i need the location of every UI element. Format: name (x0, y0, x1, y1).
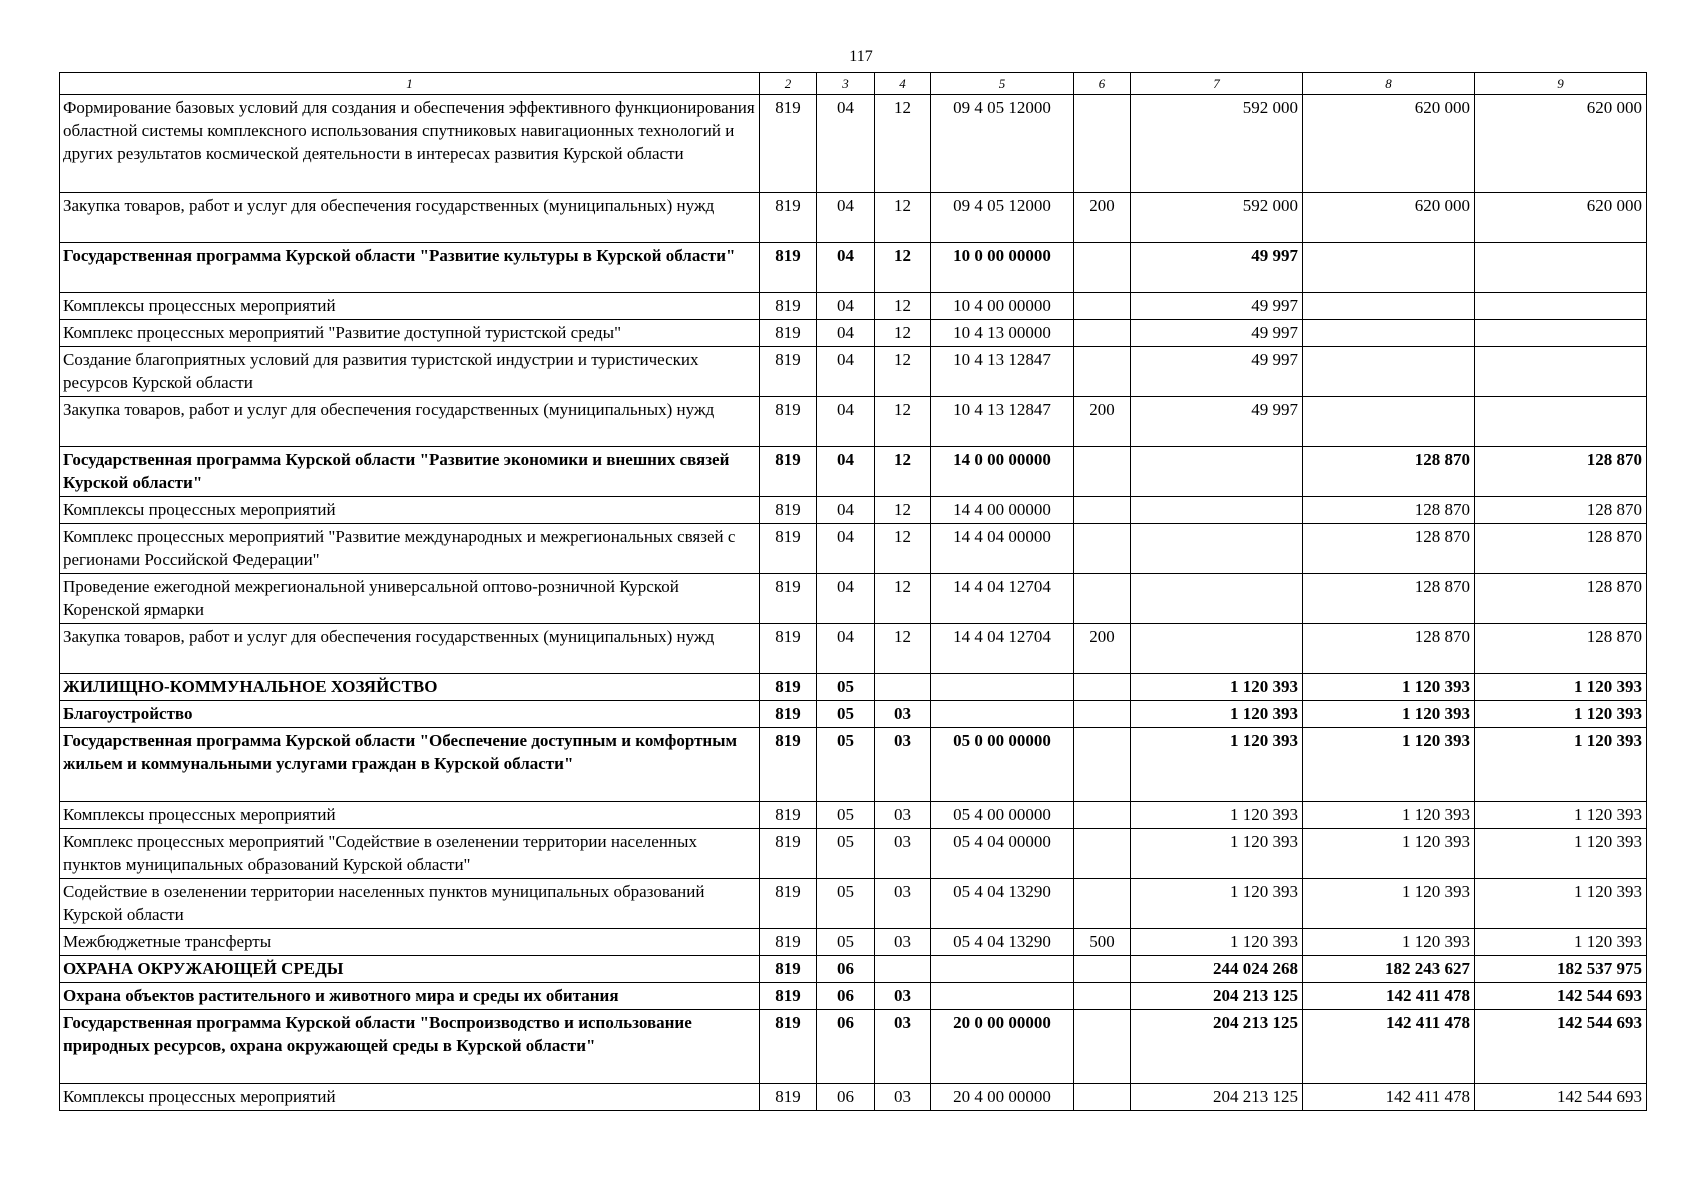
amount-col7-cell: 1 120 393 (1131, 701, 1303, 728)
row-name-cell: Комплексы процессных мероприятий (60, 1084, 760, 1111)
subsection-cell: 03 (875, 1010, 931, 1084)
column-header: 2 (760, 73, 817, 95)
amount-col8-cell: 142 411 478 (1303, 1010, 1475, 1084)
amount-col8-cell: 142 411 478 (1303, 1084, 1475, 1111)
amount-col7-cell: 49 997 (1131, 320, 1303, 347)
table-row (60, 1010, 1647, 1084)
row-name-cell: Закупка товаров, работ и услуг для обеспечения государственных (муниципальных) нужд (60, 624, 760, 674)
amount-col7-cell: 1 120 393 (1131, 802, 1303, 829)
amount-col9-cell: 128 870 (1475, 497, 1647, 524)
admin-code-cell: 819 (760, 624, 817, 674)
amount-col9-cell: 1 120 393 (1475, 728, 1647, 802)
amount-col9-cell (1475, 293, 1647, 320)
admin-code-cell: 819 (760, 1010, 817, 1084)
amount-col9-cell: 1 120 393 (1475, 802, 1647, 829)
row-name-cell: Создание благоприятных условий для развития туристской индустрии и туристических ресурсов Курской области (60, 347, 760, 397)
row-name-cell: Государственная программа Курской области "Развитие культуры в Курской области" (60, 243, 760, 293)
table-row (60, 524, 1647, 574)
expense-type-cell (1074, 829, 1131, 879)
target-article-cell: 14 4 04 12704 (931, 574, 1074, 624)
expense-type-cell: 200 (1074, 193, 1131, 243)
target-article-cell: 05 0 00 00000 (931, 728, 1074, 802)
admin-code-cell: 819 (760, 347, 817, 397)
target-article-cell: 05 4 04 13290 (931, 929, 1074, 956)
target-article-cell: 10 4 00 00000 (931, 293, 1074, 320)
amount-col8-cell: 128 870 (1303, 447, 1475, 497)
section-cell: 04 (817, 320, 875, 347)
expense-type-cell (1074, 1084, 1131, 1111)
amount-col8-cell: 1 120 393 (1303, 674, 1475, 701)
row-name-cell: Комплексы процессных мероприятий (60, 497, 760, 524)
target-article-cell (931, 674, 1074, 701)
row-name-cell: Закупка товаров, работ и услуг для обеспечения государственных (муниципальных) нужд (60, 397, 760, 447)
subsection-cell (875, 674, 931, 701)
amount-col8-cell (1303, 243, 1475, 293)
amount-col8-cell: 128 870 (1303, 574, 1475, 624)
expense-type-cell (1074, 879, 1131, 929)
target-article-cell: 10 4 13 12847 (931, 347, 1074, 397)
row-name-cell: Закупка товаров, работ и услуг для обеспечения государственных (муниципальных) нужд (60, 193, 760, 243)
expense-type-cell (1074, 497, 1131, 524)
admin-code-cell: 819 (760, 956, 817, 983)
subsection-cell: 03 (875, 829, 931, 879)
amount-col8-cell (1303, 397, 1475, 447)
amount-col8-cell: 1 120 393 (1303, 879, 1475, 929)
amount-col9-cell: 1 120 393 (1475, 829, 1647, 879)
amount-col9-cell (1475, 397, 1647, 447)
amount-col8-cell: 1 120 393 (1303, 701, 1475, 728)
section-cell: 04 (817, 524, 875, 574)
section-cell: 04 (817, 95, 875, 193)
row-name-cell: Комплексы процессных мероприятий (60, 293, 760, 320)
subsection-cell: 12 (875, 193, 931, 243)
row-name-cell: Комплекс процессных мероприятий "Содействие в озеленении территории населенных пунктов муниципальных образований Курской области" (60, 829, 760, 879)
target-article-cell: 20 4 00 00000 (931, 1084, 1074, 1111)
subsection-cell: 12 (875, 320, 931, 347)
row-name-cell: Государственная программа Курской области "Воспроизводство и использование природных ресурсов, охрана окружающей среды в Курской области" (60, 1010, 760, 1084)
expense-type-cell: 500 (1074, 929, 1131, 956)
target-article-cell: 20 0 00 00000 (931, 1010, 1074, 1084)
column-header: 9 (1475, 73, 1647, 95)
section-cell: 05 (817, 674, 875, 701)
table-row (60, 624, 1647, 674)
column-header: 8 (1303, 73, 1475, 95)
column-header: 7 (1131, 73, 1303, 95)
subsection-cell: 12 (875, 497, 931, 524)
row-name-cell: Комплекс процессных мероприятий "Развитие международных и межрегиональных связей с регионами Российской Федерации" (60, 524, 760, 574)
amount-col8-cell: 1 120 393 (1303, 929, 1475, 956)
expense-type-cell (1074, 243, 1131, 293)
table-row (60, 956, 1647, 983)
row-name-cell: ОХРАНА ОКРУЖАЮЩЕЙ СРЕДЫ (60, 956, 760, 983)
admin-code-cell: 819 (760, 701, 817, 728)
table-row (60, 243, 1647, 293)
expense-type-cell (1074, 524, 1131, 574)
amount-col7-cell (1131, 624, 1303, 674)
page-number: 117 (849, 48, 873, 65)
amount-col9-cell: 1 120 393 (1475, 929, 1647, 956)
section-cell: 04 (817, 497, 875, 524)
admin-code-cell: 819 (760, 1084, 817, 1111)
target-article-cell: 05 4 00 00000 (931, 802, 1074, 829)
budget-table (59, 72, 1647, 1111)
column-header: 3 (817, 73, 875, 95)
table-row (60, 397, 1647, 447)
column-header: 4 (875, 73, 931, 95)
amount-col7-cell: 204 213 125 (1131, 1084, 1303, 1111)
admin-code-cell: 819 (760, 524, 817, 574)
amount-col9-cell (1475, 320, 1647, 347)
admin-code-cell: 819 (760, 802, 817, 829)
row-name-cell: Охрана объектов растительного и животного мира и среды их обитания (60, 983, 760, 1010)
row-name-cell: ЖИЛИЩНО-КОММУНАЛЬНОЕ ХОЗЯЙСТВО (60, 674, 760, 701)
subsection-cell: 03 (875, 728, 931, 802)
table-row (60, 347, 1647, 397)
column-number-row (60, 73, 1647, 95)
amount-col9-cell: 128 870 (1475, 574, 1647, 624)
amount-col7-cell: 204 213 125 (1131, 983, 1303, 1010)
section-cell: 04 (817, 624, 875, 674)
subsection-cell: 12 (875, 347, 931, 397)
expense-type-cell: 200 (1074, 397, 1131, 447)
section-cell: 04 (817, 293, 875, 320)
target-article-cell (931, 701, 1074, 728)
amount-col8-cell: 620 000 (1303, 193, 1475, 243)
expense-type-cell (1074, 95, 1131, 193)
amount-col9-cell: 620 000 (1475, 95, 1647, 193)
amount-col9-cell: 1 120 393 (1475, 701, 1647, 728)
amount-col7-cell: 592 000 (1131, 193, 1303, 243)
expense-type-cell (1074, 983, 1131, 1010)
amount-col9-cell: 142 544 693 (1475, 1010, 1647, 1084)
table-row (60, 293, 1647, 320)
expense-type-cell (1074, 447, 1131, 497)
amount-col9-cell (1475, 243, 1647, 293)
target-article-cell: 14 4 04 12704 (931, 624, 1074, 674)
subsection-cell: 03 (875, 701, 931, 728)
target-article-cell: 10 0 00 00000 (931, 243, 1074, 293)
amount-col7-cell (1131, 447, 1303, 497)
section-cell: 05 (817, 879, 875, 929)
admin-code-cell: 819 (760, 447, 817, 497)
admin-code-cell: 819 (760, 728, 817, 802)
section-cell: 06 (817, 956, 875, 983)
amount-col7-cell: 49 997 (1131, 347, 1303, 397)
row-name-cell: Государственная программа Курской области "Обеспечение доступным и комфортным жильем и коммунальными услугами граждан в Курской области" (60, 728, 760, 802)
table-row (60, 879, 1647, 929)
subsection-cell: 12 (875, 624, 931, 674)
admin-code-cell: 819 (760, 243, 817, 293)
admin-code-cell: 819 (760, 320, 817, 347)
amount-col8-cell (1303, 347, 1475, 397)
amount-col8-cell: 620 000 (1303, 95, 1475, 193)
amount-col9-cell: 620 000 (1475, 193, 1647, 243)
amount-col9-cell: 1 120 393 (1475, 674, 1647, 701)
section-cell: 04 (817, 447, 875, 497)
amount-col7-cell: 49 997 (1131, 293, 1303, 320)
column-header: 5 (931, 73, 1074, 95)
subsection-cell: 03 (875, 1084, 931, 1111)
expense-type-cell (1074, 674, 1131, 701)
target-article-cell: 05 4 04 00000 (931, 829, 1074, 879)
amount-col9-cell (1475, 347, 1647, 397)
section-cell: 04 (817, 193, 875, 243)
subsection-cell: 03 (875, 802, 931, 829)
table-row (60, 701, 1647, 728)
admin-code-cell: 819 (760, 397, 817, 447)
admin-code-cell: 819 (760, 574, 817, 624)
amount-col8-cell: 142 411 478 (1303, 983, 1475, 1010)
amount-col7-cell: 49 997 (1131, 243, 1303, 293)
amount-col9-cell: 128 870 (1475, 447, 1647, 497)
expense-type-cell (1074, 802, 1131, 829)
target-article-cell (931, 956, 1074, 983)
amount-col7-cell: 1 120 393 (1131, 879, 1303, 929)
row-name-cell: Содействие в озеленении территории населенных пунктов муниципальных образований Курской области (60, 879, 760, 929)
admin-code-cell: 819 (760, 293, 817, 320)
row-name-cell: Формирование базовых условий для создания и обеспечения эффективного функционирования областной системы комплексного использования спутниковых навигационных технологий и других результатов космической деятельности в интересах развития Курской области (60, 95, 760, 193)
amount-col7-cell: 204 213 125 (1131, 1010, 1303, 1084)
admin-code-cell: 819 (760, 829, 817, 879)
section-cell: 06 (817, 1010, 875, 1084)
amount-col7-cell (1131, 574, 1303, 624)
table-row (60, 497, 1647, 524)
admin-code-cell: 819 (760, 674, 817, 701)
expense-type-cell (1074, 701, 1131, 728)
admin-code-cell: 819 (760, 497, 817, 524)
target-article-cell: 09 4 05 12000 (931, 193, 1074, 243)
expense-type-cell (1074, 1010, 1131, 1084)
subsection-cell (875, 956, 931, 983)
target-article-cell: 05 4 04 13290 (931, 879, 1074, 929)
table-row (60, 320, 1647, 347)
amount-col8-cell: 128 870 (1303, 624, 1475, 674)
amount-col7-cell: 1 120 393 (1131, 929, 1303, 956)
row-name-cell: Межбюджетные трансферты (60, 929, 760, 956)
section-cell: 05 (817, 802, 875, 829)
target-article-cell: 10 4 13 00000 (931, 320, 1074, 347)
subsection-cell: 12 (875, 95, 931, 193)
amount-col7-cell: 1 120 393 (1131, 674, 1303, 701)
section-cell: 04 (817, 243, 875, 293)
expense-type-cell (1074, 293, 1131, 320)
admin-code-cell: 819 (760, 879, 817, 929)
target-article-cell: 14 4 00 00000 (931, 497, 1074, 524)
subsection-cell: 03 (875, 929, 931, 956)
table-row (60, 802, 1647, 829)
subsection-cell: 12 (875, 524, 931, 574)
table-row (60, 574, 1647, 624)
section-cell: 06 (817, 983, 875, 1010)
subsection-cell: 03 (875, 879, 931, 929)
amount-col7-cell: 49 997 (1131, 397, 1303, 447)
amount-col8-cell: 128 870 (1303, 524, 1475, 574)
expense-type-cell (1074, 574, 1131, 624)
table-row (60, 95, 1647, 193)
table-row (60, 983, 1647, 1010)
column-header: 1 (60, 73, 760, 95)
amount-col8-cell: 182 243 627 (1303, 956, 1475, 983)
amount-col8-cell: 1 120 393 (1303, 728, 1475, 802)
subsection-cell: 03 (875, 983, 931, 1010)
row-name-cell: Комплекс процессных мероприятий "Развитие доступной туристской среды" (60, 320, 760, 347)
section-cell: 06 (817, 1084, 875, 1111)
subsection-cell: 12 (875, 243, 931, 293)
target-article-cell: 09 4 05 12000 (931, 95, 1074, 193)
section-cell: 05 (817, 728, 875, 802)
amount-col7-cell: 592 000 (1131, 95, 1303, 193)
expense-type-cell (1074, 728, 1131, 802)
amount-col9-cell: 142 544 693 (1475, 983, 1647, 1010)
amount-col7-cell: 1 120 393 (1131, 829, 1303, 879)
row-name-cell: Государственная программа Курской области "Развитие экономики и внешних связей Курской области" (60, 447, 760, 497)
amount-col8-cell: 1 120 393 (1303, 829, 1475, 879)
expense-type-cell: 200 (1074, 624, 1131, 674)
amount-col7-cell: 244 024 268 (1131, 956, 1303, 983)
target-article-cell: 14 0 00 00000 (931, 447, 1074, 497)
section-cell: 04 (817, 397, 875, 447)
table-row (60, 193, 1647, 243)
subsection-cell: 12 (875, 447, 931, 497)
admin-code-cell: 819 (760, 95, 817, 193)
expense-type-cell (1074, 320, 1131, 347)
expense-type-cell (1074, 347, 1131, 397)
column-header: 6 (1074, 73, 1131, 95)
target-article-cell: 10 4 13 12847 (931, 397, 1074, 447)
table-body (60, 73, 1647, 1111)
section-cell: 04 (817, 347, 875, 397)
subsection-cell: 12 (875, 574, 931, 624)
section-cell: 05 (817, 929, 875, 956)
amount-col7-cell: 1 120 393 (1131, 728, 1303, 802)
admin-code-cell: 819 (760, 193, 817, 243)
row-name-cell: Проведение ежегодной межрегиональной универсальной оптово-розничной Курской Коренской ярмарки (60, 574, 760, 624)
table-row (60, 447, 1647, 497)
table-row (60, 829, 1647, 879)
section-cell: 05 (817, 701, 875, 728)
subsection-cell: 12 (875, 397, 931, 447)
admin-code-cell: 819 (760, 929, 817, 956)
table-row (60, 728, 1647, 802)
amount-col9-cell: 182 537 975 (1475, 956, 1647, 983)
amount-col9-cell: 128 870 (1475, 524, 1647, 574)
amount-col7-cell (1131, 524, 1303, 574)
section-cell: 05 (817, 829, 875, 879)
subsection-cell: 12 (875, 293, 931, 320)
target-article-cell (931, 983, 1074, 1010)
amount-col8-cell (1303, 293, 1475, 320)
admin-code-cell: 819 (760, 983, 817, 1010)
amount-col9-cell: 142 544 693 (1475, 1084, 1647, 1111)
row-name-cell: Благоустройство (60, 701, 760, 728)
amount-col8-cell (1303, 320, 1475, 347)
table-row (60, 674, 1647, 701)
amount-col9-cell: 1 120 393 (1475, 879, 1647, 929)
table-row (60, 929, 1647, 956)
amount-col7-cell (1131, 497, 1303, 524)
expense-type-cell (1074, 956, 1131, 983)
section-cell: 04 (817, 574, 875, 624)
amount-col8-cell: 128 870 (1303, 497, 1475, 524)
row-name-cell: Комплексы процессных мероприятий (60, 802, 760, 829)
amount-col9-cell: 128 870 (1475, 624, 1647, 674)
table-row (60, 1084, 1647, 1111)
target-article-cell: 14 4 04 00000 (931, 524, 1074, 574)
amount-col8-cell: 1 120 393 (1303, 802, 1475, 829)
